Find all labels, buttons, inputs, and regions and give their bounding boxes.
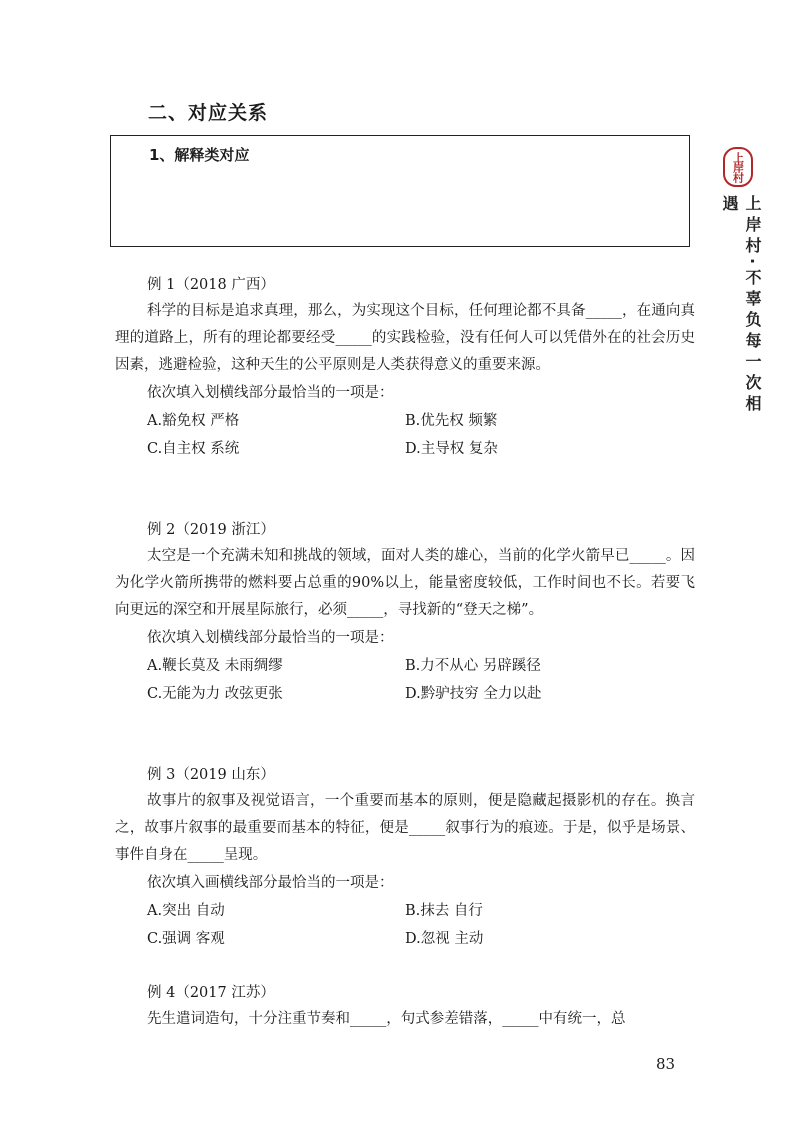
example-title: 例 3（2019 山东） (147, 767, 275, 783)
example-paragraph: 故事片的叙事及视觉语言，一个重要而基本的原则，便是隐藏起摄影机的存在。换言之，故事片叙事的最重要而基本的特征，便是_____叙事行为的痕迹。于是，似乎是场景、事件自身在_____呈现。 (115, 793, 695, 863)
side-banner (718, 147, 762, 425)
category-box (110, 135, 690, 247)
option-c: C.无能为力 改弦更张 (147, 686, 283, 702)
example-paragraph: 先生遣词造句，十分注重节奏和_____，句式参差错落，_____中有统一，总 (147, 1011, 626, 1027)
option-d: D.黔驴技穷 全力以赴 (405, 686, 542, 702)
option-b: B.力不从心 另辟蹊径 (405, 658, 541, 674)
example-2 (115, 517, 695, 708)
option-a: A.豁免权 严格 (147, 413, 240, 429)
example-4 (115, 980, 695, 1033)
page-number: 83 (656, 1055, 676, 1073)
side-slogan: 上岸村·不辜负每一次相遇 (720, 195, 762, 417)
example-1 (115, 272, 695, 463)
example-prompt: 依次填入划横线部分最恰当的一项是： (147, 385, 394, 401)
option-c: C.强调 客观 (147, 931, 225, 947)
options-grid (115, 407, 695, 463)
example-prompt: 依次填入画横线部分最恰当的一项是： (147, 875, 394, 891)
example-title: 例 1（2018 广西） (147, 277, 275, 293)
option-d: D.主导权 复杂 (405, 441, 498, 457)
option-a: A.突出 自动 (147, 903, 225, 919)
option-a: A.鞭长莫及 未雨绸缪 (147, 658, 283, 674)
section-title: 二、对应关系 (148, 102, 269, 124)
example-prompt: 依次填入划横线部分最恰当的一项是： (147, 630, 394, 646)
option-d: D.忽视 主动 (405, 931, 484, 947)
example-paragraph: 太空是一个充满未知和挑战的领域，面对人类的雄心，当前的化学火箭早已_____。因为化学火箭所携带的燃料要占总重的90%以上，能量密度较低，工作时间也不长。若要飞向更远的深空和开展星际旅行，必须_____，寻找新的“登天之梯”。 (115, 548, 695, 618)
options-grid (115, 652, 695, 708)
example-title: 例 4（2017 江苏） (147, 985, 275, 1001)
seal-logo-icon: 上岸村 (723, 147, 753, 187)
example-paragraph: 科学的目标是追求真理，那么，为实现这个目标，任何理论都不具备_____，在通向真理的道路上，所有的理论都要经受_____的实践检验，没有任何人可以凭借外在的社会历史因素，逃避检验，这种天生的公平原则是人类获得意义的重要来源。 (115, 303, 695, 373)
option-c: C.自主权 系统 (147, 441, 240, 457)
box-title: 1、解释类对应 (149, 146, 250, 164)
example-title: 例 2（2019 浙江） (147, 522, 275, 538)
options-grid (115, 897, 695, 953)
option-b: B.抹去 自行 (405, 903, 483, 919)
option-b: B.优先权 频繁 (405, 413, 498, 429)
example-3 (115, 762, 695, 953)
